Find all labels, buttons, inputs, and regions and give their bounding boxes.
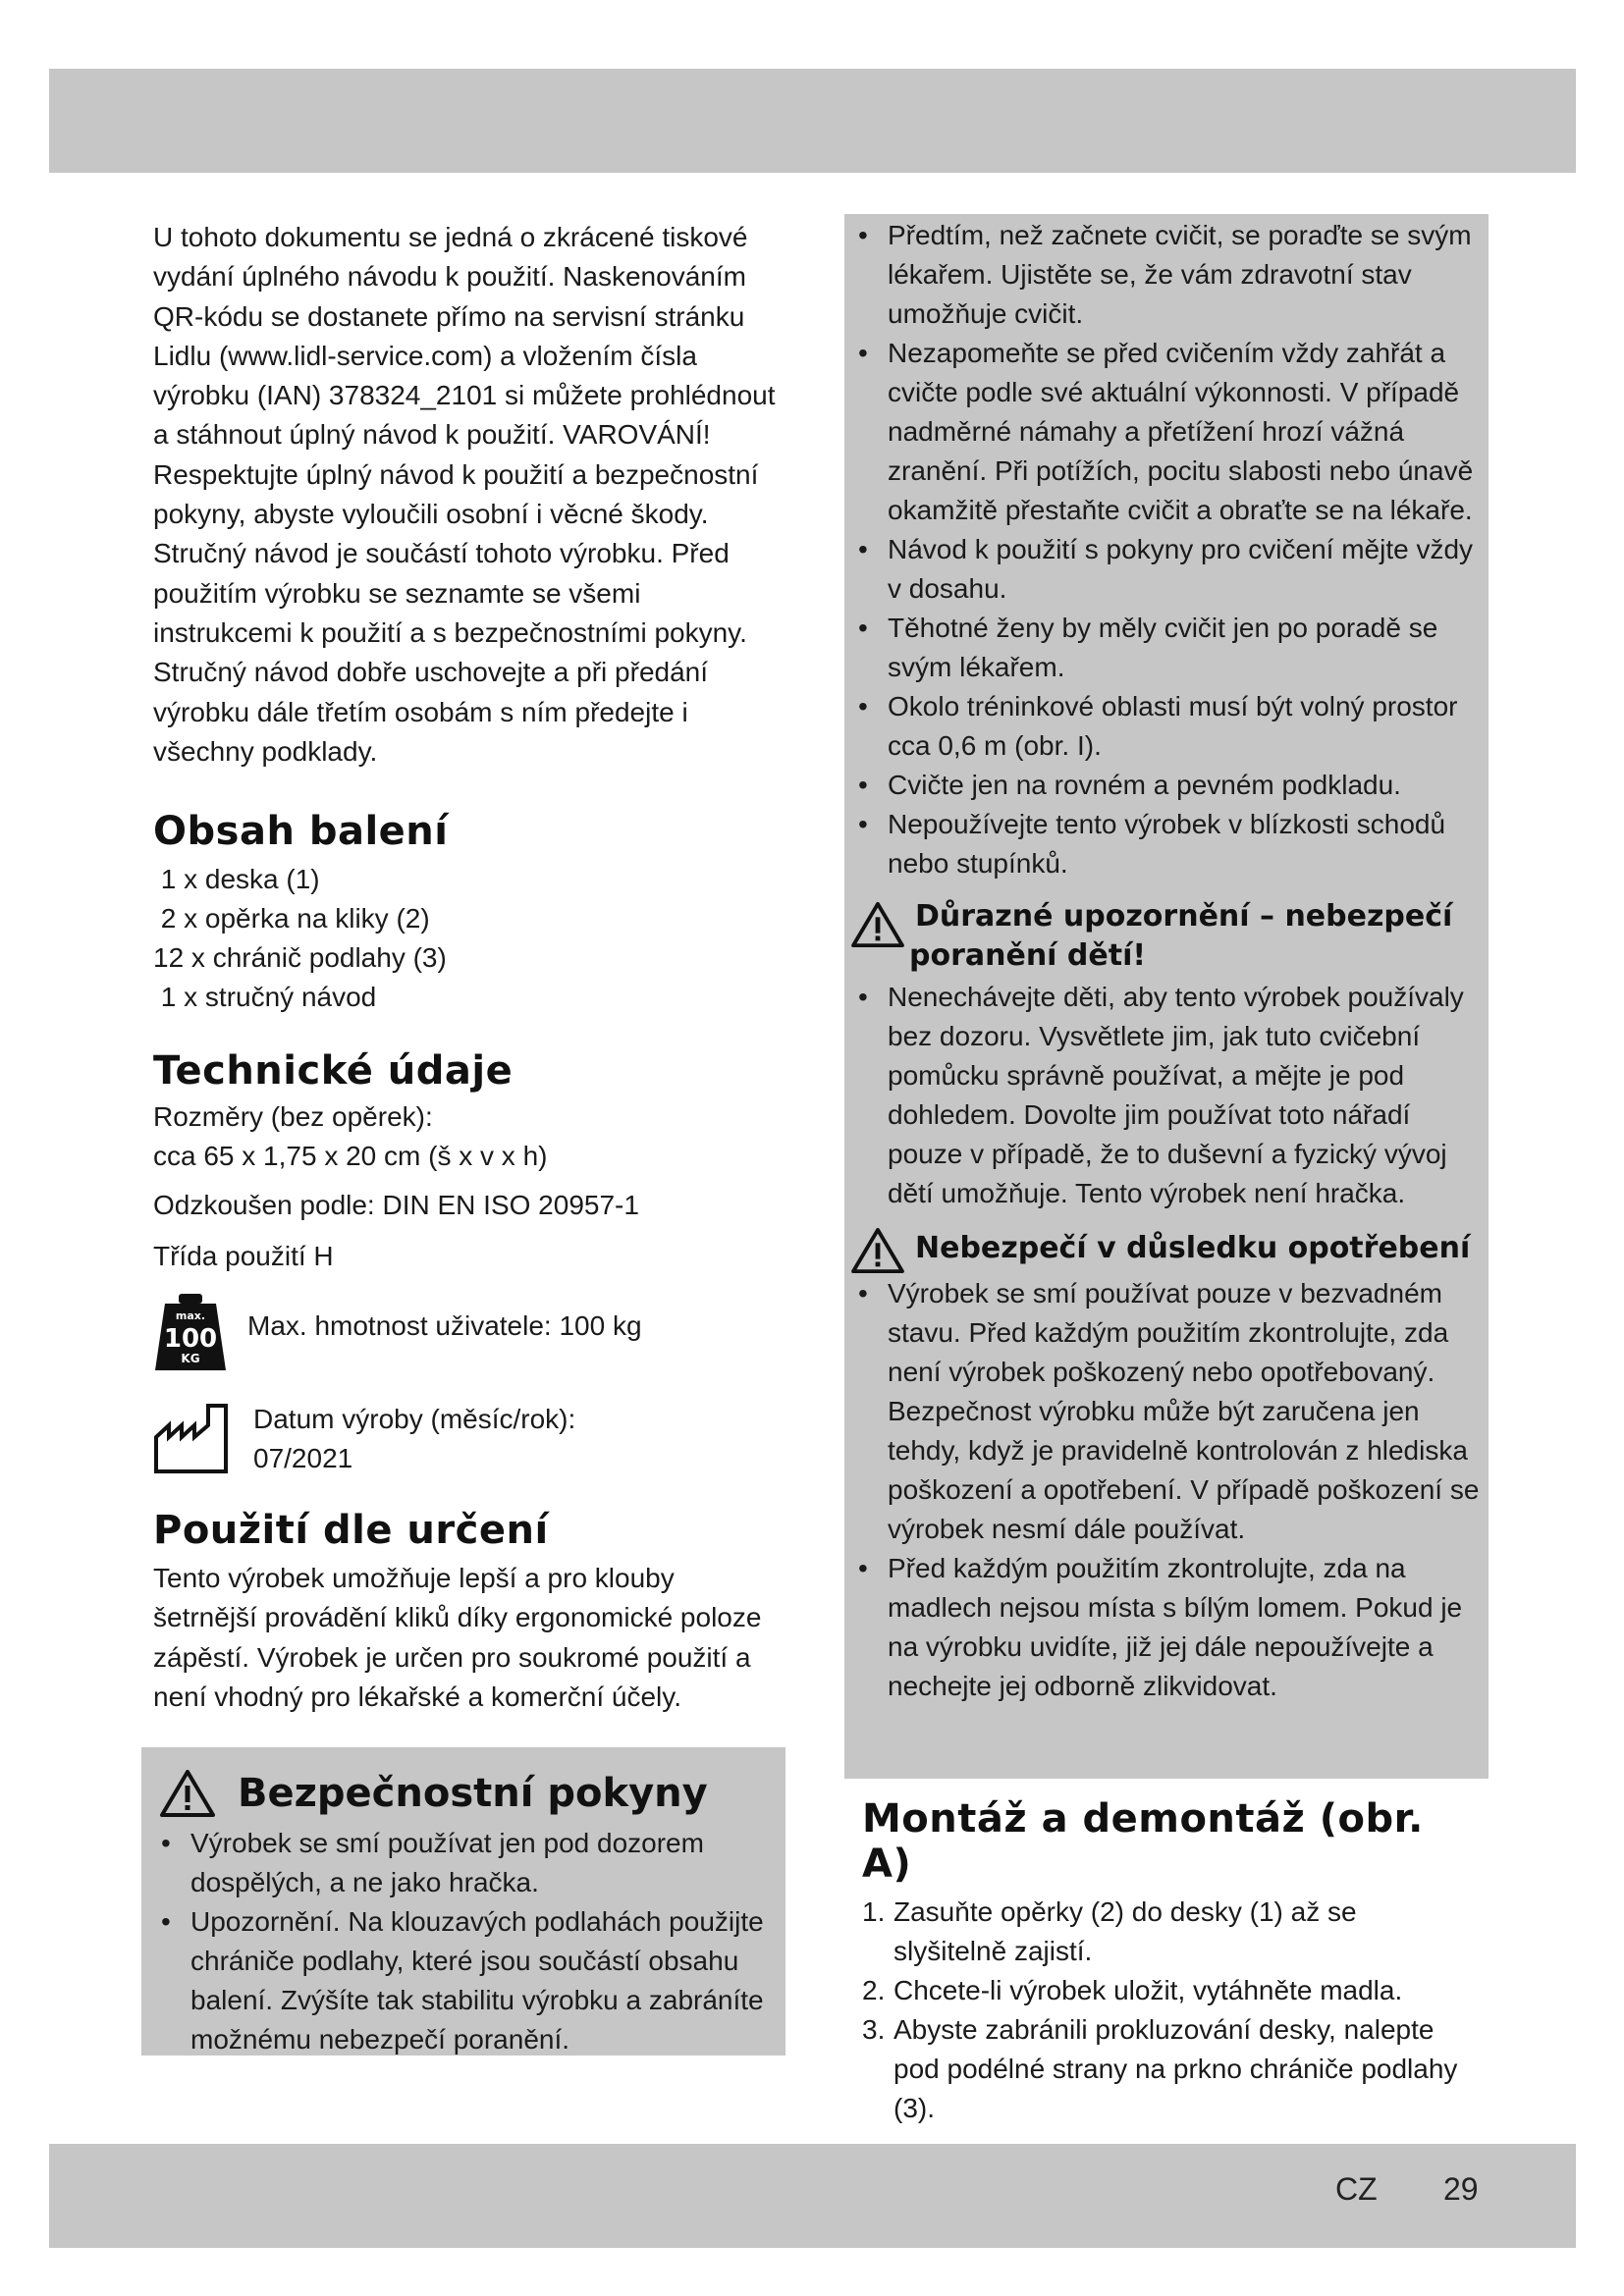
children-warning-list bbox=[850, 978, 1481, 1213]
max-weight-text: Max. hmotnost uživatele: 100 kg bbox=[247, 1310, 642, 1342]
list-item: 2 x opěrka na kliky (2) bbox=[153, 903, 430, 934]
weight-badge-number: 100 bbox=[163, 1324, 218, 1355]
list-item: • Návod k použití s pokyny pro cvičení mějte vždy v dosahu. bbox=[850, 530, 1481, 609]
usage-heading: Použití dle určení bbox=[153, 1508, 549, 1554]
dims-label: Rozměry (bez opěrek): bbox=[153, 1101, 433, 1133]
wear-warning-heading bbox=[850, 1227, 1481, 1274]
list-item: • Těhotné ženy by měly cvičit jen po poradě se svým lékařem. bbox=[850, 609, 1481, 687]
weight-badge-top: max. bbox=[175, 1309, 206, 1323]
assembly-section bbox=[862, 1796, 1471, 2128]
general-warnings-list bbox=[850, 216, 1481, 883]
assembly-steps bbox=[862, 1893, 1471, 2128]
header-band bbox=[49, 69, 1576, 173]
manufacture-date-row bbox=[153, 1400, 782, 1478]
list-item: 12 x chránič podlahy (3) bbox=[153, 942, 447, 974]
assembly-heading: Montáž a demontáž (obr. A) bbox=[862, 1796, 1424, 1887]
max-weight-row bbox=[153, 1292, 782, 1372]
package-list bbox=[153, 860, 782, 1017]
children-warning-heading bbox=[850, 897, 1481, 976]
list-item: 1 x deska (1) bbox=[153, 864, 320, 895]
safety-box bbox=[141, 1747, 785, 2056]
list-item: • Předtím, než začnete cvičit, se poraďte se svým lékařem. Ujistěte se, že vám zdravotní stav umožňuje cvičit. bbox=[850, 216, 1481, 334]
weight-icon bbox=[153, 1292, 228, 1372]
step-text: Chcete-li výrobek uložit, vytáhněte madla. bbox=[893, 1975, 1403, 2005]
list-item: • Výrobek se smí používat pouze v bezvadném stavu. Před každým použitím zkontrolujte, zda není výrobek poškozený nebo opotřebovaný. Bezpečnost výrobku může být zaručena jen tehdy, když je pravidelně kontrolován z hlediska poškození a opotřebení. V případě poškození se výrobek nesmí dále používat. bbox=[850, 1274, 1481, 1549]
footer-language: CZ bbox=[1335, 2171, 1378, 2207]
list-item bbox=[862, 1971, 1471, 2010]
step-number: 1. bbox=[862, 1896, 886, 1927]
list-item: 1 x stručný návod bbox=[153, 982, 377, 1013]
children-warning-title-1: Důrazné upozornění – nebezpečí bbox=[915, 899, 1453, 934]
list-item: • Upozornění. Na klouzavých podlahách použijte chrániče podlahy, které jsou součástí obsahu balení. Zvýšíte tak stabilitu výrobku a zabráníte možnému nebezpečí poranění. bbox=[153, 1902, 772, 2059]
list-item bbox=[862, 1893, 1471, 1971]
tested-standard: Odzkoušen podle: DIN EN ISO 20957-1 bbox=[153, 1190, 639, 1221]
list-item: • Výrobek se smí používat jen pod dozorem dospělých, a ne jako hračka. bbox=[153, 1824, 772, 1902]
warning-icon bbox=[850, 1227, 905, 1274]
warning-icon bbox=[850, 901, 905, 948]
wear-warning-list bbox=[850, 1274, 1481, 1706]
warnings-box bbox=[844, 214, 1489, 1779]
left-column bbox=[153, 218, 782, 2055]
safety-title: Bezpečnostní pokyny bbox=[238, 1771, 708, 1816]
package-heading: Obsah balení bbox=[153, 809, 449, 855]
list-item: • Nenechávejte děti, aby tento výrobek používaly bez dozoru. Vysvětlete jim, jak tuto cvičební pomůcku správně používat, a mějte je pod dohledem. Dovolte jim používat toto nářadí pouze v případě, že to duševní a fyzický vývoj dětí umožňuje. Tento výrobek není hračka. bbox=[850, 978, 1481, 1213]
list-item: • Před každým použitím zkontrolujte, zda na madlech nejsou místa s bílým lomem. Pokud je na výrobku uvidíte, již jej dále nepoužívejte a nechejte jej odborně zlikvidovat. bbox=[850, 1549, 1481, 1706]
intro-paragraph: U tohoto dokumentu se jedná o zkrácené tiskové vydání úplného návodu k použití. Naskenováním QR-kódu se dostanete přímo na servisní stránku Lidlu (www.lidl-service.com) a vložením čísla výrobku (IAN) 378324_2101 si můžete prohlédnout a stáhnout úplný návod k použití. VAROVÁNÍ! Respektujte úplný návod k použití a bezpečnostní pokyny, abyste vyloučili osobní i věcné škody. Stručný návod je součástí tohoto výrobku. Před použitím výrobku se seznamte se všemi instrukcemi k použití a s bezpečnostními pokyny. Stručný návod dobře uschovejte a při předání výrobku dále třetím osobám s ním předejte i všechny podklady. bbox=[153, 222, 776, 767]
tech-heading: Technické údaje bbox=[153, 1048, 514, 1095]
dims-value: cca 65 x 1,75 x 20 cm (š x v x h) bbox=[153, 1141, 548, 1172]
warning-icon bbox=[159, 1769, 216, 1818]
manufacture-date-label: Datum výroby (měsíc/rok): bbox=[253, 1404, 576, 1435]
list-item: • Nezapomeňte se před cvičením vždy zahřát a cvičte podle své aktuální výkonnosti. V případě nadměrné námahy a přetížení hrozí vážná zranění. Při potížích, pocitu slabosti nebo únavě okamžitě přestaňte cvičit a obraťte se na lékaře. bbox=[850, 334, 1481, 530]
manufacture-date-value: 07/2021 bbox=[253, 1443, 353, 1474]
weight-badge-unit: KG bbox=[181, 1352, 200, 1366]
factory-icon bbox=[153, 1402, 232, 1474]
list-item: • Nepoužívejte tento výrobek v blízkosti schodů nebo stupínků. bbox=[850, 805, 1481, 883]
step-text: Zasuňte opěrky (2) do desky (1) až se slyšitelně zajistí. bbox=[893, 1896, 1357, 1966]
list-item: • Okolo tréninkové oblasti musí být volný prostor cca 0,6 m (obr. I). bbox=[850, 687, 1481, 766]
tech-block bbox=[153, 1097, 782, 1478]
list-item bbox=[862, 2010, 1471, 2128]
list-item: • Cvičte jen na rovném a pevném podkladu. bbox=[850, 766, 1481, 805]
step-number: 2. bbox=[862, 1975, 886, 2005]
usage-paragraph: Tento výrobek umožňuje lepší a pro klouby šetrnější provádění kliků díky ergonomické poloze zápěstí. Výrobek je určen pro soukromé použití a není vhodný pro lékařské a komerční účely. bbox=[153, 1563, 762, 1713]
step-text: Abyste zabránili prokluzování desky, nalepte pod podélné strany na prkno chrániče podlahy (3). bbox=[893, 2014, 1458, 2123]
safety-heading bbox=[141, 1747, 785, 1818]
footer-page-number: 29 bbox=[1443, 2171, 1479, 2207]
usage-class: Třída použití H bbox=[153, 1241, 334, 1272]
children-warning-title-2: poranění dětí! bbox=[909, 938, 1147, 973]
safety-list bbox=[141, 1818, 785, 2059]
wear-warning-title: Nebezpečí v důsledku opotřebení bbox=[915, 1231, 1471, 1265]
step-number: 3. bbox=[862, 2014, 886, 2045]
